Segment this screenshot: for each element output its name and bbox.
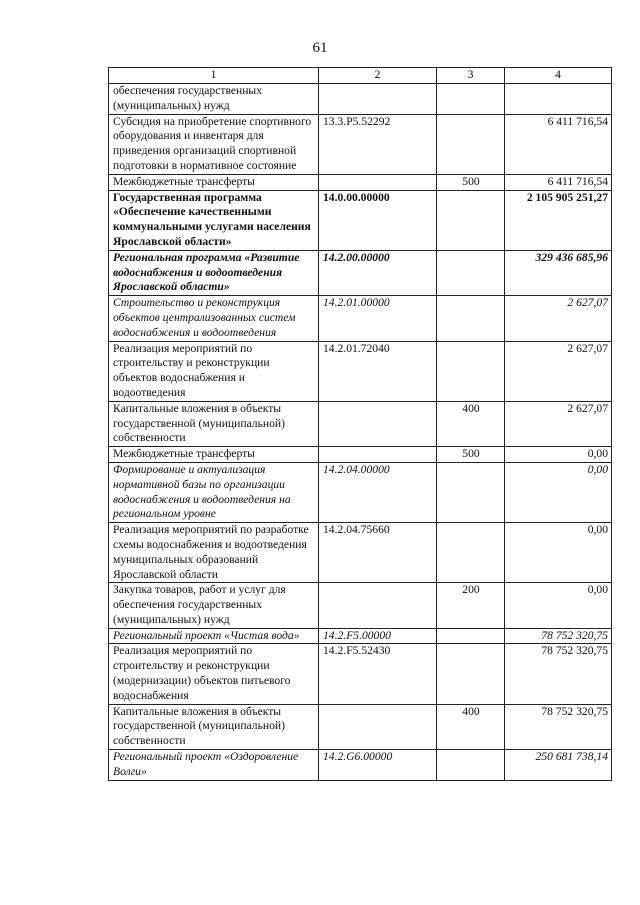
column-header-3: 3 [437, 68, 505, 84]
table-row [109, 341, 612, 401]
row-amount-cell: 329 436 685,96 [505, 250, 612, 295]
table-row [109, 296, 612, 341]
row-name-cell: Реализация мероприятий по разработке схемы водоснабжения и водоотведения муниципальных образований Ярославской области [109, 523, 319, 583]
row-code-cell: 14.2.F5.52430 [319, 644, 437, 704]
row-amount-cell: 0,00 [505, 523, 612, 583]
row-expense-type-cell [437, 296, 505, 341]
row-name-cell: Закупка товаров, работ и услуг для обеспечения государственных (муниципальных) нужд [109, 583, 319, 628]
table-row [109, 644, 612, 704]
table-row [109, 190, 612, 250]
row-name-cell: Формирование и актуализация нормативной базы по организации водоснабжения и водоотведения на региональном уровне [109, 462, 319, 522]
row-name-cell: Региональный проект «Чистая вода» [109, 628, 319, 644]
table-row [109, 523, 612, 583]
column-header-4: 4 [505, 68, 612, 84]
row-code-cell [319, 174, 437, 190]
row-name-cell: Капитальные вложения в объекты государственной (муниципальной) собственности [109, 401, 319, 446]
row-name-cell: Субсидия на приобретение спортивного оборудования и инвентаря для приведения организаций спортивной подготовки в нормативное состояние [109, 114, 319, 174]
row-name-cell: Реализация мероприятий по строительству и реконструкции (модернизации) объектов питьевого водоснабжения [109, 644, 319, 704]
row-amount-cell: 250 681 738,14 [505, 750, 612, 781]
table-row [109, 462, 612, 522]
row-amount-cell: 6 411 716,54 [505, 174, 612, 190]
row-amount-cell: 6 411 716,54 [505, 114, 612, 174]
row-name-cell: Региональная программа «Развитие водоснабжения и водоотведения Ярославской области» [109, 250, 319, 295]
table-row [109, 750, 612, 781]
row-amount-cell: 78 752 320,75 [505, 628, 612, 644]
row-name-cell: Межбюджетные трансферты [109, 174, 319, 190]
row-amount-cell: 0,00 [505, 583, 612, 628]
row-expense-type-cell [437, 628, 505, 644]
row-expense-type-cell [437, 250, 505, 295]
row-code-cell: 13.3.P5.52292 [319, 114, 437, 174]
row-expense-type-cell [437, 190, 505, 250]
row-amount-cell: 2 627,07 [505, 401, 612, 446]
row-expense-type-cell [437, 114, 505, 174]
row-amount-cell [505, 84, 612, 115]
row-amount-cell: 2 627,07 [505, 341, 612, 401]
budget-table [108, 67, 612, 781]
table-row [109, 447, 612, 463]
row-code-cell: 14.2.04.00000 [319, 462, 437, 522]
row-name-cell: Государственная программа «Обеспечение качественными коммунальными услугами населения Ярославской области» [109, 190, 319, 250]
table-row [109, 174, 612, 190]
row-code-cell [319, 447, 437, 463]
row-amount-cell: 2 627,07 [505, 296, 612, 341]
row-amount-cell: 78 752 320,75 [505, 644, 612, 704]
row-name-cell: Межбюджетные трансферты [109, 447, 319, 463]
row-expense-type-cell: 500 [437, 447, 505, 463]
row-amount-cell: 0,00 [505, 447, 612, 463]
table-row [109, 628, 612, 644]
row-expense-type-cell [437, 462, 505, 522]
row-code-cell: 14.2.G6.00000 [319, 750, 437, 781]
table-row [109, 583, 612, 628]
table-row [109, 250, 612, 295]
row-name-cell: Региональный проект «Оздоровление Волги» [109, 750, 319, 781]
row-expense-type-cell: 500 [437, 174, 505, 190]
row-expense-type-cell [437, 341, 505, 401]
row-code-cell: 14.2.01.00000 [319, 296, 437, 341]
column-header-1: 1 [109, 68, 319, 84]
row-code-cell: 14.2.01.72040 [319, 341, 437, 401]
row-expense-type-cell [437, 84, 505, 115]
row-amount-cell: 78 752 320,75 [505, 704, 612, 749]
table-row [109, 401, 612, 446]
row-code-cell [319, 704, 437, 749]
row-expense-type-cell [437, 750, 505, 781]
row-expense-type-cell: 400 [437, 704, 505, 749]
row-name-cell: Строительство и реконструкция объектов централизованных систем водоснабжения и водоотведения [109, 296, 319, 341]
row-code-cell [319, 583, 437, 628]
column-header-2: 2 [319, 68, 437, 84]
table-row [109, 84, 612, 115]
table-row [109, 704, 612, 749]
row-expense-type-cell: 400 [437, 401, 505, 446]
row-expense-type-cell [437, 523, 505, 583]
page-number: 61 [312, 40, 328, 56]
row-code-cell: 14.0.00.00000 [319, 190, 437, 250]
row-expense-type-cell: 200 [437, 583, 505, 628]
row-name-cell: Реализация мероприятий по строительству и реконструкции объектов водоснабжения и водоотведения [109, 341, 319, 401]
row-code-cell: 14.2.00.00000 [319, 250, 437, 295]
row-name-cell: Капитальные вложения в объекты государственной (муниципальной) собственности [109, 704, 319, 749]
table-header-row [109, 68, 612, 84]
row-code-cell: 14.2.04.75660 [319, 523, 437, 583]
table-body [109, 84, 612, 781]
table-row [109, 114, 612, 174]
row-amount-cell: 2 105 905 251,27 [505, 190, 612, 250]
row-amount-cell: 0,00 [505, 462, 612, 522]
row-code-cell [319, 401, 437, 446]
row-code-cell [319, 84, 437, 115]
row-code-cell: 14.2.F5.00000 [319, 628, 437, 644]
row-name-cell: обеспечения государственных (муниципальных) нужд [109, 84, 319, 115]
row-expense-type-cell [437, 644, 505, 704]
